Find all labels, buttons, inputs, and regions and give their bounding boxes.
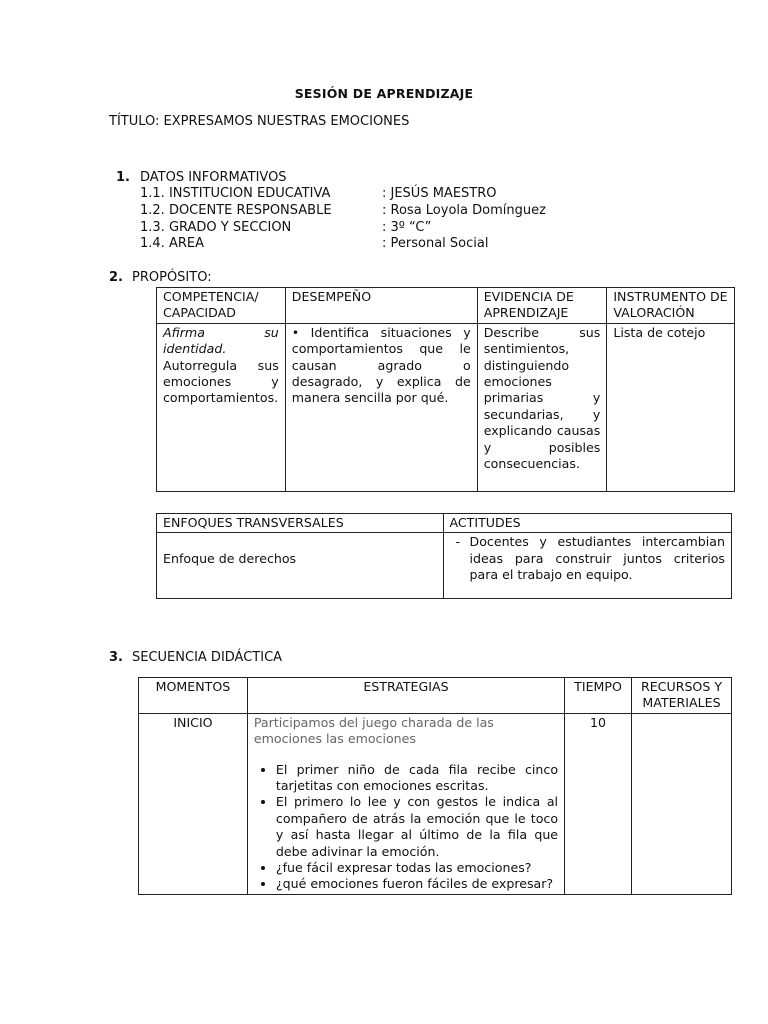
table-header-row <box>157 514 732 533</box>
header-enfoques: ENFOQUES TRANSVERSALES <box>157 514 444 533</box>
competencia-text: Autorregula sus emociones y comportamientos. <box>163 357 279 406</box>
table-row <box>157 533 732 599</box>
header-desempeno: DESEMPEÑO <box>285 288 477 324</box>
session-title: TÍTULO: EXPRESAMOS NUESTRAS EMOCIONES <box>109 114 410 129</box>
header-estrategias: ESTRATEGIAS <box>247 678 564 714</box>
section-2-heading <box>109 270 212 285</box>
recursos-cell <box>632 713 732 894</box>
competencia-cell <box>157 323 286 491</box>
section-title: PROPÓSITO: <box>132 270 212 285</box>
info-value: : Personal Social <box>382 236 489 251</box>
list-item: • ¿qué emociones fueron fáciles de expresar? <box>276 876 558 892</box>
evidencia-cell: Describe sus sentimientos, distinguiendo emociones primarias y secundarias, y explicando causas y posibles consecuencias. <box>477 323 607 491</box>
momento-cell: INICIO <box>139 713 248 894</box>
competencia-italic: Afirma su identidad. <box>163 324 279 357</box>
table-row <box>157 323 735 491</box>
estrategia-list <box>254 762 558 893</box>
header-actitudes: ACTITUDES <box>443 514 732 533</box>
header-recursos: RECURSOS Y MATERIALES <box>632 678 732 714</box>
estrategias-cell <box>247 713 564 894</box>
actitud-cell <box>443 533 732 599</box>
section-1-heading <box>116 170 287 185</box>
list-item: • El primer niño de cada fila recibe cinco tarjetitas con emociones escritas. <box>276 762 558 795</box>
table-header-row <box>157 288 735 324</box>
section-3-heading <box>109 650 282 665</box>
info-label: 1.4. AREA <box>140 236 204 251</box>
info-value: : JESÚS MAESTRO <box>382 186 497 201</box>
info-row <box>140 186 330 201</box>
estrategia-intro: Participamos del juego charada de las emociones las emociones <box>253 714 494 747</box>
table-row <box>139 713 732 894</box>
header-evidencia: EVIDENCIA DE APRENDIZAJE <box>477 288 607 324</box>
section-title: SECUENCIA DIDÁCTICA <box>132 650 283 665</box>
header-competencia: COMPETENCIA/ CAPACIDAD <box>157 288 286 324</box>
secuencia-table <box>138 677 732 895</box>
section-title: DATOS INFORMATIVOS <box>140 170 287 185</box>
info-label: 1.2. DOCENTE RESPONSABLE <box>140 203 332 218</box>
tiempo-cell: 10 <box>565 713 632 894</box>
proposito-table <box>156 287 735 492</box>
actitud-text: Docentes y estudiantes intercambian ideas para construir juntos criterios para el trabajo en equipo. <box>469 534 725 583</box>
instrumento-cell: Lista de cotejo <box>607 323 735 491</box>
dash-marker: - <box>455 534 461 550</box>
section-number: 3. <box>109 650 123 665</box>
desempeno-cell: • Identifica situaciones y comportamientos que le causan agrado o desagrado, y explica de manera sencilla por qué. <box>285 323 477 491</box>
document-title: SESIÓN DE APRENDIZAJE <box>294 86 474 101</box>
info-value: : 3º “C” <box>382 220 432 235</box>
list-item: • ¿fue fácil expresar todas las emociones? <box>276 860 558 876</box>
header-tiempo: TIEMPO <box>565 678 632 714</box>
info-label: 1.3. GRADO Y SECCION <box>140 220 292 235</box>
header-momentos: MOMENTOS <box>139 678 248 714</box>
list-item: • El primero lo lee y con gestos le indica al compañero de atrás la emoción que le toco y así hasta llegar al último de la fila que debe adivinar la emoción. <box>276 794 558 860</box>
enfoques-table <box>156 513 732 599</box>
table-header-row <box>139 678 732 714</box>
enfoque-cell: Enfoque de derechos <box>157 533 444 599</box>
section-number: 1. <box>116 170 130 185</box>
header-instrumento: INSTRUMENTO DE VALORACIÓN <box>607 288 735 324</box>
info-label: 1.1. INSTITUCION EDUCATIVA <box>140 186 331 201</box>
section-number: 2. <box>109 270 123 285</box>
info-value: : Rosa Loyola Domínguez <box>382 203 546 218</box>
